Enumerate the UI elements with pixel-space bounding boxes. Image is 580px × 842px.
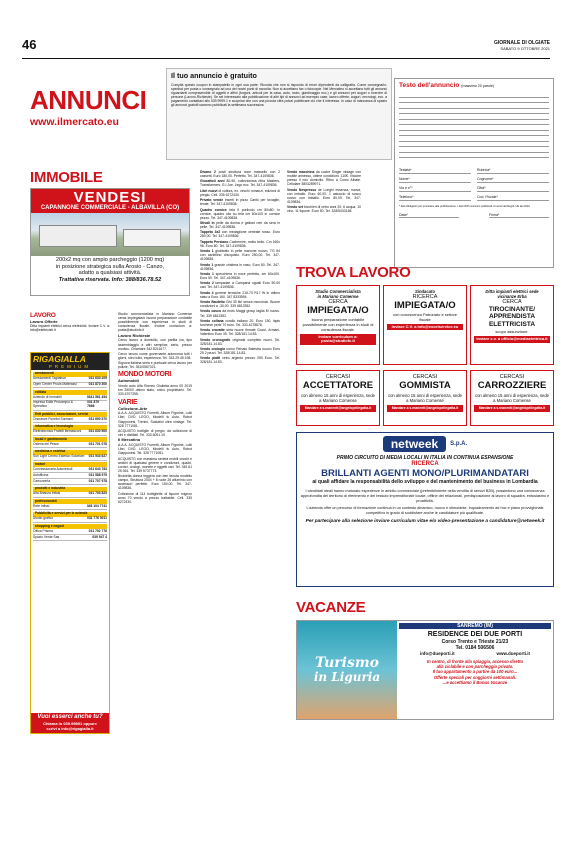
automobili-title: Automobili	[118, 378, 139, 384]
hotel-promo-5: ...e accettiamo il Bonus Vacanze	[442, 679, 508, 685]
classified-ad: Vendo macchina da cucire Singer vintage con mobile annesso, ottime condizioni. 110€. Visione presso il mio domicilio. Ritiro a Como Albate. Cellulare 3803289971.	[287, 170, 361, 187]
directory-category: Enti pubblici, associazioni, servizi	[33, 412, 107, 417]
directory-business: Rete Infissi	[33, 503, 50, 508]
coupon-sign[interactable]: Firma*	[489, 213, 549, 218]
turismo-panel	[297, 621, 397, 719]
coupon-note: * dati obbligatori per procedere alla pubblicazione. I dati NON verranno pubblicati. Ai sensi del Regol. UE del 2016	[399, 205, 530, 208]
job-location: vicinanze Erba	[497, 294, 527, 299]
richieste-3: Signora italiana seria e puntuale cerca lavoro per pulizie. Tel. 351/0567021.	[118, 361, 192, 370]
directory-phone: 031 543 627	[88, 454, 107, 459]
classified-ad: Vendo 1 specchiera in noce perfetta, cm 60x100. Euro 50. Tel. 347-4109836.	[200, 271, 280, 281]
directory-business: Arredamenti Tagliabue	[33, 376, 66, 381]
classified-ad: Divano 2 posti struttura noce massello con 2 cassetti. Euro 180,00. Perfetto. Tel. 347-4109836.	[200, 170, 280, 179]
directory-row[interactable]	[33, 504, 107, 510]
classified-ad: Vendo cravatte seta nuove firmate Gucci, Armani, Valentino Euro 35. Tel. 328/181.14.83.	[200, 328, 280, 337]
directory-row[interactable]	[33, 455, 107, 461]
directory-category: Pubblicità e servizi per le aziende	[33, 512, 107, 517]
job-description: buona preparazione contabile possibilmente con esperienza in studi di consulenza fiscale.	[302, 316, 374, 332]
directory-category: medicina e estetica	[33, 450, 107, 455]
job-role: ACCETTATORE	[302, 379, 374, 391]
field-rubrica[interactable]: Rubrica*	[477, 168, 549, 174]
lavoro-richieste-title: Lavoro Richieste	[118, 332, 151, 338]
varie-text-6: Collezione di 114 bottigliette di liquore mignon anno 70 vendo a prezzo trattabile. Cell. 335 6272430.	[118, 491, 192, 504]
classified-ad: Quadro cornice tela il porticolo cm 80x80. In cornice, quadro olio su tela cm 60x100 in cornice pezzo. Tel. 347-4109836.	[200, 207, 280, 220]
directory-business: Aziende di Immobili	[33, 394, 62, 399]
immobile-ad-line3: adatto a qualsiasi attività.	[78, 270, 142, 277]
field-telefono[interactable]: Telefono*	[399, 195, 471, 201]
job-company: Studio Commercialista	[315, 289, 361, 294]
classified-ad: Vendo piatti vetro argento prezzo 250 Euro. Tel. 328/181.14.83.	[200, 356, 280, 365]
varie-title: VARIE	[118, 398, 138, 406]
directory-list	[31, 372, 109, 541]
job-verb: RICERCA	[412, 294, 438, 300]
directory-phone: 031 707 978	[88, 478, 107, 483]
job-description: con almeno 15 anni di esperienza, sede a Mariano Comense	[387, 392, 463, 403]
directory-phone: 031 879 7666	[87, 400, 100, 409]
vacanze-title: VACANZE	[296, 599, 366, 616]
directory-row[interactable]	[33, 517, 107, 523]
coupon-subtitle: (massimo 20 parole)	[461, 84, 495, 88]
classified-ad: Stivali in pelle da donna e gattoni neri da sera in pelle. Tel. 347-4109836.	[200, 220, 280, 230]
coupon-date[interactable]: Data*	[399, 213, 459, 218]
job-contact[interactable]: Mandare a s.manenti@angelopellegatta.it	[300, 405, 376, 412]
immobile-ad-subtitle: CAPANNONE COMMERCIALE - ALBAVILLA (CO)	[40, 205, 180, 211]
job-box	[470, 285, 554, 365]
richieste-2: Cerco lavoro come governante autonoma tutti i giorni, stiro tutto, esperienza. Tel. 333.29.45.198.	[118, 351, 192, 361]
job-contact[interactable]: Inviare c.v. a ufficio@mediaelettrica.it	[474, 336, 550, 343]
directory-phone: 031 643 783	[88, 466, 107, 471]
netweek-ad	[296, 432, 554, 587]
netweek-line3: BRILLANTI AGENTI MONO/PLURIMANDATARI	[321, 468, 529, 479]
mercatino-title: Il Mercatino	[118, 437, 141, 443]
directory-category: motori	[33, 462, 107, 467]
lavoro-section-title: LAVORO	[30, 312, 56, 319]
classified-ad: Vendo 4 gomme termiche 215-70 R17 W in ottimo stato a Euro 160. 347 8333594.	[200, 290, 281, 299]
classified-ad: Vendo casco da moto Maggi group taglia M nuovo. Tel. 339 6813352.	[200, 309, 281, 318]
job-verb: CERCA	[502, 299, 522, 305]
hotel-email[interactable]: info@dueporti.it	[419, 651, 455, 656]
directory-business: Open Center Prova Materassi	[33, 382, 77, 386]
directory-phone: 031 630.109	[88, 376, 107, 381]
coupon-text-lines[interactable]	[399, 92, 549, 158]
classified-ad: Tappeto Persiano Cachemire, molto bello. Cm 160x 96. Euro 80. Tel. 347-4109836.	[200, 239, 280, 248]
directory-business: Impresa Edile Prosumpio & Spreafico	[33, 400, 73, 409]
classified-ad: Vendo 2 lampadari a Campana uguali Euro 50,00 cad. Tel. 347-4109836.	[200, 281, 280, 290]
newspaper-name: GIORNALE DI OLGIATE	[493, 40, 550, 46]
job-role: IMPIEGATA/O	[307, 304, 369, 316]
rigagialla-premium: PREMIUM	[48, 364, 92, 369]
job-role: TIROCINANTE/ APPRENDISTA ELETTRICISTA	[488, 305, 536, 328]
column-3	[200, 170, 280, 366]
collezione-title: Collezione-Arte	[118, 405, 148, 411]
studio-text: Studio commercialista in Mariano Comense cerca impiegata/o buona preparazione contabile possibilmente con esperienza in studi di consulenza fiscale. Inviare curriculum a: posta@studiofc.it	[118, 312, 192, 333]
netweek-line2: RICERCA	[411, 461, 439, 467]
turismo-word: Turismo	[314, 655, 380, 671]
job-description: scopo assunzione.	[495, 329, 529, 334]
immobile-photo	[31, 213, 189, 256]
immobile-section-title: IMMOBILE	[30, 169, 103, 186]
intro-box	[166, 68, 392, 160]
job-location: in Mariano Comense	[317, 294, 359, 299]
directory-business: Elettrotecnica Fratelli Bernasconi	[33, 429, 82, 434]
annunci-brand-box	[30, 86, 155, 142]
job-verb: CERCASI	[412, 374, 438, 380]
directory-category: informatica e tecnologia	[33, 425, 107, 430]
job-role: GOMMISTA	[399, 379, 451, 391]
directory-category: shopping e negozi	[33, 524, 107, 529]
liguria-word: in Liguria	[313, 670, 381, 684]
trova-lavoro-title: TROVA LAVORO	[296, 264, 411, 281]
classified-ad: Vendo orologio uomo Renato Balestra nuovo Euro 25 2 pezzi. Tel. 328/181.14.83.	[200, 346, 280, 356]
directory-category: arredamenti	[33, 372, 107, 377]
netweek-logo: netweek	[383, 436, 446, 452]
hotel-name: RESIDENCE DEI DUE PORTI	[427, 631, 523, 638]
job-contact[interactable]: Mandare a s.manenti@angelopellegatta.it	[474, 405, 550, 412]
netweek-p3: Per partecipare alla selezione inviare curriculum vitae e/o video-presentazione a candidature@netweek.it	[305, 518, 545, 524]
classified-ad: Libri nuovi di cultura, ex. vecchi romanzi, edizioni di pregio. Cell. 335 6272430.	[200, 188, 280, 197]
annunci-url: www.ilmercato.eu	[30, 116, 119, 128]
directory-phone: 031 690 570	[88, 416, 107, 421]
directory-business: Autofficina	[33, 472, 49, 477]
directory-phone: 031 588 975	[88, 472, 107, 477]
directory-row[interactable]	[33, 535, 107, 541]
hotel-web[interactable]: www.dueporti.it	[496, 651, 531, 656]
intro-title: Il tuo annuncio è gratuito	[171, 71, 257, 80]
classified-ad: Tappeto 3x2 con medaglione centrale rosso. Euro 280,00. Tel. 347-4109836.	[200, 230, 280, 239]
hotel-city: SANREMO (IM)	[399, 623, 551, 629]
job-contact[interactable]: Mandare a s.manenti@angelopellegatta.it	[387, 405, 463, 412]
header-rule	[22, 58, 550, 59]
hotel-tel: Tel. 0184 506506	[455, 645, 495, 651]
jobs-row-1	[296, 285, 554, 365]
coupon-fields	[399, 168, 549, 201]
motori-text: Vendo auto Alfa Romeo Giulietta anno 09 2019 km 25000 ottimo stato, unico proprietario. Tel. 333 6707395.	[118, 384, 192, 397]
immobile-ad-line1: 200x2 mq con ampio parcheggio (1200 mq)	[55, 257, 165, 263]
netweek-line4: ai quali affidare la responsabilità dello sviluppo e del mantenimento del business in Lombardia	[312, 479, 538, 485]
classified-ad: Vendo collana corallo indiano 20. Euro 150, lapis turchese perle 70 euro. Tel. 333.4278878.	[200, 318, 280, 327]
directory-category: locali e gastronomia	[33, 437, 107, 442]
job-contact[interactable]: Inviare C.V. a info@excelservice.eu	[387, 324, 463, 331]
hotel-promo-2: alla ciclabile e con parcheggio privato.	[436, 664, 514, 670]
directory-row[interactable]	[33, 479, 107, 485]
varie-text-5: Bicicletta donna leggera con ben tenuta modello campo, Struttura 2004 + 8 ruote 26 alluminio con accessori perfette. Euro 150.00. Tel. 347-4109836.	[118, 474, 192, 491]
job-box	[383, 285, 467, 365]
directory-business: Concessionaria Autoveicoli	[33, 466, 73, 471]
varie-text-1: A.A.A. ACQUISTO Fumetti, Album Figurine, Lotti Libri, DVD, LEGO, Modelli fu Auto, Robot Giapponesi, Trenini, Soldatini ultra vintage. Tel. 328 7771081.	[118, 411, 192, 428]
column-4	[287, 170, 361, 215]
directory-promo-3[interactable]: scrivi a info@rigagialla.it	[46, 726, 94, 731]
job-role: IMPIEGATA/O	[394, 299, 456, 311]
field-citta[interactable]: Città*	[477, 186, 549, 192]
job-verb: CERCASI	[325, 374, 351, 380]
directory-business: Onoranze Funebri Sormani	[33, 416, 73, 421]
field-via[interactable]: Via e n°*	[399, 186, 471, 192]
page-date: SABATO 9 OTTOBRE 2021	[500, 46, 550, 51]
job-company: Sindacato	[414, 289, 435, 294]
directory-phone: 031 703 823	[88, 491, 107, 496]
netweek-spa: S.p.A.	[450, 441, 468, 447]
rigagialla-directory	[30, 352, 110, 734]
directory-row[interactable]	[33, 417, 107, 423]
netweek-p2: L'azienda offre un percorso di formazione continua in un contesto dinamico, nuovo e stimolante. Inquadramento ad hoc e piano provvigionale competitivo in grado di soddisfare anche le candidature più qualificate.	[306, 506, 544, 516]
directory-business: Carrozzeria	[33, 478, 51, 483]
field-testata[interactable]: Testata*	[399, 168, 471, 174]
job-description: con almeno 15 anni di esperienza, sede a Mariano Comense	[300, 392, 376, 403]
directory-category: prodotti e industria	[33, 487, 107, 492]
column-lavoro	[30, 312, 110, 334]
directory-row[interactable]	[33, 401, 107, 411]
directory-phone: 031 776 0011	[87, 516, 107, 521]
directory-category: edilizia	[33, 390, 107, 395]
hotel-promo-3: Il tuo appartamento a partire da 100 euro...	[432, 669, 518, 675]
job-box	[296, 370, 380, 426]
classified-ad: Vendo 1 grande cristiera in vaso. Euro 50. Tel. 347-4109836.	[200, 262, 280, 271]
job-role: CARROZZIERE	[477, 379, 547, 391]
directory-business: Sun Light Centro Estetico Solarium	[33, 454, 85, 459]
coupon-box	[394, 78, 554, 268]
directory-business: Studio grafico	[33, 516, 54, 521]
vacanze-ad	[296, 620, 554, 720]
coupon-title: Testo dell'annuncio	[399, 82, 460, 89]
directory-business: Alta Brianza Infissi	[33, 491, 61, 496]
classified-ad: Vendo cronografo originale completo nuovi. Tel. 328/181.14.83.	[200, 337, 281, 346]
netweek-line1: PRIMO CIRCUITO DI MEDIA LOCALI IN ITALIA IN CONTINUA ESPANSIONE	[336, 455, 514, 461]
immobile-ad-line2: in posizione strategica sulla Arosio - Canzo,	[55, 263, 165, 270]
immobile-ad-title: VENDESI	[73, 189, 147, 206]
directory-phone: 039 947 4	[92, 534, 107, 539]
jobs-row-2	[296, 370, 554, 426]
directory-phone: 031 870 300	[88, 382, 107, 386]
classified-ad: Vendo Nespresso de Longhi essenza, nuova, con imballo. Euro 60,00. 1 astuccio di succo nuovo con imballo. Euro 80,00. Tel. 347-4109836.	[287, 187, 361, 204]
directory-row[interactable]	[33, 442, 107, 448]
directory-business: Osteria del Pesce	[33, 441, 60, 446]
directory-row[interactable]	[33, 492, 107, 498]
hotel-promo-1: In centro, di fronte alla spiaggia, accesso diretto	[426, 659, 524, 664]
column-2	[118, 312, 192, 505]
job-description: con almeno 15 anni di esperienza, sede a Mariano Comense	[474, 392, 550, 403]
mondo-motori-title: MONDO MOTORI	[118, 371, 172, 379]
job-company: Ditta impianti elettrici sede	[485, 289, 539, 294]
lavoro-offerte-text: Ditta impianti elettrici cerca elettricisti. Inviare C.V. a: info@elettricisti.it	[30, 324, 110, 333]
job-description: con conoscenza Patronato e settore fiscale	[392, 311, 458, 322]
varie-text-4: ACQUISTO con massima serietà mobili vecchi e antichi di qualsiasi genere e condizioni, quadri, cornici, orologi, monete e oggetti vari. Tel. 349 61 25.061. Tel. 339 6737773.	[118, 456, 192, 473]
classified-ad: Vendo set bicchieri di vetro anni 20: 6 acqua, 10 vino. 11 liquore. Euro 50. Tel. 328/5433168.	[287, 205, 361, 214]
job-box	[383, 370, 467, 426]
varie-text-2: ACQUISTO bottiglie di pregio, da collezione di vini e distillati. Tel. 333 6051.19	[118, 428, 192, 438]
richieste-1: Cerco lavoro a domicilio, con partita iva, tipo assemblaggio e altri semplice, serio, prezzo modico. Chiamare 342.8211677.	[118, 338, 192, 351]
field-nome[interactable]: Nome*	[399, 177, 471, 183]
field-cognome[interactable]: Cognome*	[477, 177, 549, 183]
immobile-ad	[30, 188, 190, 296]
netweek-p1: I candidati ideali hanno maturato esperienze in ambito commerciale (preferibilmente nella vendita di servizi B2B), possiedono una conoscenza approfondita del territorio di riferimento e dei tessuto imprenditoriale locale, offline del relazionali, predisposizione al lavoro di squadra, entusiasmo e proattività.	[300, 489, 550, 503]
directory-phone: 0341 561 454	[86, 394, 107, 399]
directory-row[interactable]	[33, 430, 107, 436]
hotel-promo-4: Offerte speciali per soggiorni settimanali.	[433, 674, 517, 680]
directory-phone: 031 701 078	[88, 441, 107, 446]
directory-phone: 031 792 776	[88, 528, 107, 533]
varie-text-3: A.A.A. ACQUISTO Fumetti, Album Figurine, Lotti Libri, DVD, LEGO, Modelli fu Auto, Robot Giapponesi. Tel. 328 7771081.	[118, 443, 192, 456]
classified-ad: Vendo 1 giubbotto in pelle marrone nuovo, TG 54 con cartellino d'acquisto. Euro 250,00. Tel. 347-4109836.	[200, 249, 280, 262]
classified-ad: Vendo Bauletto Givi 30 litri senza monolock. Buone condizioni a -30,00. 339 6813352.	[200, 300, 280, 309]
job-verb: CERCASI	[499, 374, 525, 380]
rigagialla-logo: RIGAGIALLA	[33, 354, 86, 364]
lavoro-offerte-title: Lavoro Offerte	[30, 318, 58, 324]
annunci-title: ANNUNCI	[30, 85, 147, 115]
directory-phone: 031 630 500	[88, 429, 107, 434]
directory-category: professionisti	[33, 499, 107, 504]
directory-row[interactable]	[33, 383, 107, 389]
page-number: 46	[22, 37, 37, 52]
hotel-promo	[399, 659, 551, 685]
directory-phone: 345 104 7741	[86, 503, 107, 508]
directory-promo-2[interactable]: Chiama lo 039.99891 oppure	[43, 721, 97, 726]
hotel-address: Corso Trento e Trieste 21/23	[441, 639, 509, 645]
intro-body: Compila questo coupon in stampatello in ogni sua parte. Ricorda che non si rispondo di errori dipendenti da calligrafia. Come consegnarlo: spedisci per posta o consegnalo ad uno dei nostri punti di raccolta. Non si accettano fax o fotocopie. Nel Mercatino si accettano tutti gli annunci riguardanti compravendite di oggetti e affini (furgoni, articoli per la casa, auto, moto, giardinaggio ecc.) e gli annunci per auguri o ricerche di persone (Lavoro-Richieste). Se sei interessato alla pubblicazione di altri tipi di annunci ad esempio case, lavoro offerte, auguri, necrologi, ecc. a pagamento contattaci allo 039.9999.1 e scoprirai che con una piccola cifra potrai pubblicare ciò che ti interessa. In caso di mancanza di spazio gli annunci gratuiti saranno pubblicati la settimana successiva.	[171, 82, 387, 107]
directory-business: Spazio Verde Sas	[33, 534, 60, 539]
job-box	[296, 285, 380, 365]
immobile-ad-line4: Trattativa riservata. Info: 388/836.78.52	[58, 276, 162, 283]
job-contact[interactable]: Inviare curriculum a: posta@studiofc.it	[300, 334, 376, 346]
job-verb: CERCA	[328, 299, 348, 305]
classified-ad: Privato vende inserti in pizzo Cantù per tovaglie, tende. Tel. 347-4109836.	[200, 198, 280, 207]
classified-ad: Giocattoli anni 80-90, collezionista ritira Masters, Transformers, G.I.Joe, Lego ecc. Tel. 347-4109836.	[200, 179, 280, 188]
job-box	[470, 370, 554, 426]
field-codfiscale[interactable]: Cod. Fiscale*	[477, 195, 549, 201]
directory-promo-1: Vuoi esserci anche tu?	[37, 714, 103, 720]
directory-business: Ottica Prisma	[33, 528, 53, 533]
